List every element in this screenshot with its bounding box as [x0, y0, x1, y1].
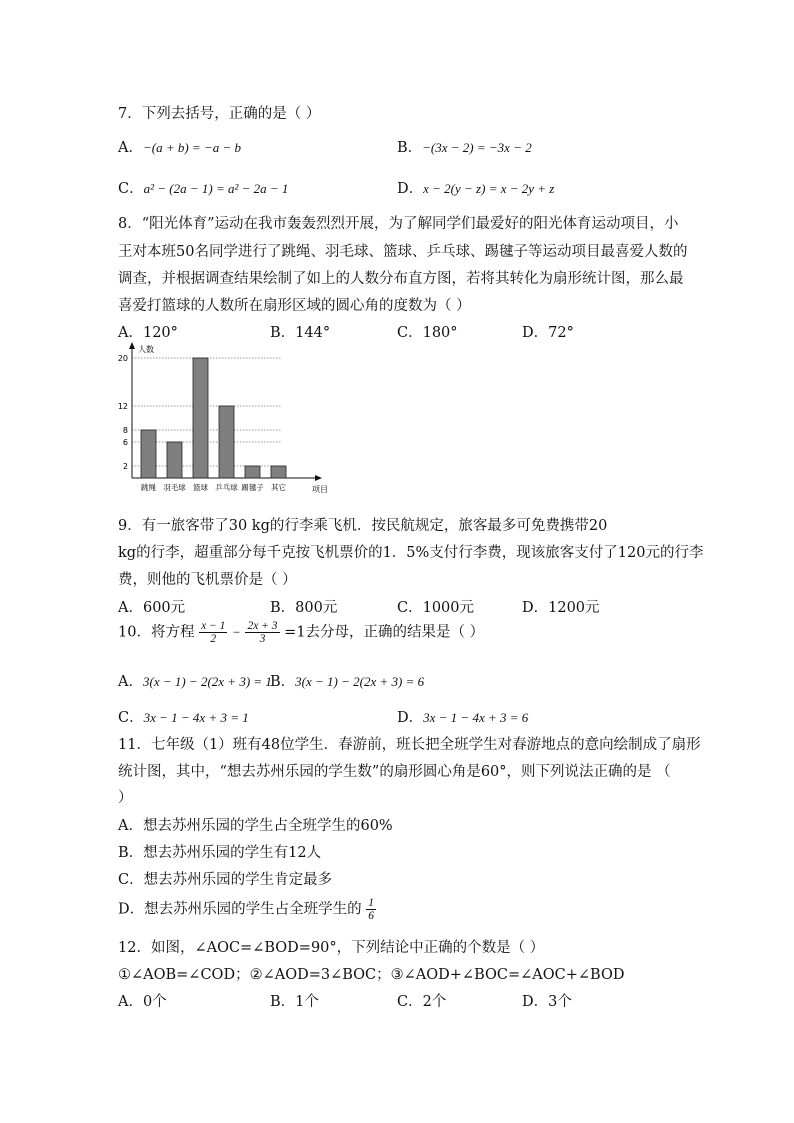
q11-option-d: D．想去苏州乐园的学生占全班学生的 $\frac{1}{6}$ — [118, 897, 374, 922]
q11-stem-line-1: 11．七年级（1）班有48位学生．春游前，班长把全班学生对春游地点的意向绘制成了扇形 — [118, 737, 701, 753]
q10-option-a: A．3(x − 1) − 2(2x + 3) = 1 — [118, 674, 272, 690]
q11-stem-line-3: ） — [118, 790, 133, 806]
bar-4 — [245, 466, 260, 478]
q8-option-c: C．180° — [397, 325, 458, 341]
q9-option-d: D．1200元 — [522, 600, 600, 616]
bar-1 — [167, 442, 182, 478]
q9-stem-line-1: 9．有一旅客带了30 kg的行李乘飞机．按民航规定，旅客最多可免费携带20 — [118, 518, 608, 534]
q12-option-b: B．1个 — [270, 994, 319, 1010]
category-label: 乒乓球 — [215, 483, 238, 492]
q11-stem-line-2: 统计图，其中，“想去苏州乐园的学生数”的扇形圆心角是60°，则下列说法正确的是 （ — [118, 764, 671, 780]
q9-stem-line-2: kg的行李，超重部分每千克按飞机票价的1．5%支付行李费，现该旅客支付了120元的行李 — [118, 545, 704, 561]
y-tick-label: 20 — [117, 354, 128, 363]
category-label: 踢毽子 — [241, 483, 264, 492]
bar-3 — [219, 406, 234, 478]
y-tick-label: 12 — [117, 402, 128, 411]
q12-option-d: D．3个 — [522, 994, 572, 1010]
q7-option-d: D．x − 2(y − z) = x − 2y + z — [397, 181, 555, 197]
q9-option-a: A．600元 — [118, 600, 186, 616]
bar-0 — [141, 430, 156, 478]
q10-fraction-1: $\frac{x - 1}{2}$ — [201, 620, 226, 645]
q12-option-c: C．2个 — [397, 994, 447, 1010]
q7-stem: 7．下列去括号，正确的是（ ） — [118, 106, 321, 122]
q7-option-a-expr: −(a + b) = −a − b — [142, 140, 242, 155]
y-tick-label: 6 — [122, 438, 128, 447]
category-label: 跳绳 — [141, 483, 156, 492]
category-label: 其它 — [271, 483, 286, 492]
q9-option-c: C．1000元 — [397, 600, 474, 616]
bar-2 — [193, 358, 208, 478]
category-label: 羽毛球 — [163, 483, 186, 492]
q10-option-c: C．3x − 1 − 4x + 3 = 1 — [118, 710, 249, 726]
q11-fraction: $\frac{1}{6}$ — [368, 897, 374, 922]
category-label: 篮球 — [193, 483, 208, 492]
q7-option-a: A．−(a + b) = −a − b — [118, 140, 242, 156]
q7-option-c-expr: a² − (2a − 1) = a² − 2a − 1 — [143, 181, 289, 196]
q9-option-b: B．800元 — [270, 600, 338, 616]
q8-stem-line-2: 王对本班50名同学进行了跳绳、羽毛球、篮球、乒乓球、踢毽子等运动项目最喜爱人数的 — [118, 244, 688, 260]
q7-option-d-expr: x − 2(y − z) = x − 2y + z — [423, 181, 555, 196]
q10-stem: 10．将方程 $\frac{x - 1}{2}$ − $\frac{2x + 3}{3}$ =1去分母，正确的结果是（ ） — [118, 620, 485, 645]
q7-option-c: C．a² − (2a − 1) = a² − 2a − 1 — [118, 181, 289, 197]
x-axis-arrow — [315, 475, 322, 481]
y-tick-label: 2 — [122, 462, 128, 471]
q12-stem-line-1: 12．如图，∠AOC=∠BOD=90°，下列结论中正确的个数是（ ） — [118, 940, 545, 956]
x-axis-label: 项目 — [312, 485, 328, 494]
q8-option-a: A．120° — [118, 325, 178, 341]
q7-option-b: B．−(3x − 2) = −3x − 2 — [397, 140, 532, 156]
q9-stem-line-3: 费，则他的飞机票价是（ ） — [118, 572, 297, 588]
bar-5 — [271, 466, 286, 478]
q8-stem-line-4: 喜爱打篮球的人数所在扇形区域的圆心角的度数为（ ） — [118, 298, 471, 314]
q8-stem-line-3: 调查，并根据调查结果绘制了如上的人数分布直方图，若将其转化为扇形统计图，那么最 — [118, 271, 684, 287]
y-axis-label: 人数 — [138, 345, 154, 354]
bar-chart — [112, 340, 338, 500]
q10-option-d: D．3x − 1 − 4x + 3 = 6 — [397, 710, 529, 726]
q7-option-b-expr: −(3x − 2) = −3x − 2 — [422, 140, 532, 155]
y-axis-arrow — [129, 342, 135, 349]
q11-option-c: C．想去苏州乐园的学生肯定最多 — [118, 872, 333, 888]
q8-option-d: D．72° — [522, 325, 574, 341]
q10-option-b: B．3(x − 1) − 2(2x + 3) = 6 — [270, 674, 425, 690]
q12-option-a: A．0个 — [118, 994, 167, 1010]
y-tick-label: 8 — [122, 426, 128, 435]
q12-stem-line-2: ①∠AOB=∠COD；②∠AOD=3∠BOC；③∠AOD+∠BOC=∠AOC+∠BOD — [118, 967, 625, 983]
q11-option-a: A．想去苏州乐园的学生占全班学生的60% — [118, 818, 393, 834]
q11-option-b: B．想去苏州乐园的学生有12人 — [118, 845, 322, 861]
q8-stem-line-1: 8．“阳光体育”运动在我市轰轰烈烈开展，为了解同学们最爱好的阳光体育运动项目，小 — [118, 216, 679, 232]
q10-fraction-2: $\frac{2x + 3}{3}$ — [247, 620, 278, 645]
q8-option-b: B．144° — [270, 325, 331, 341]
